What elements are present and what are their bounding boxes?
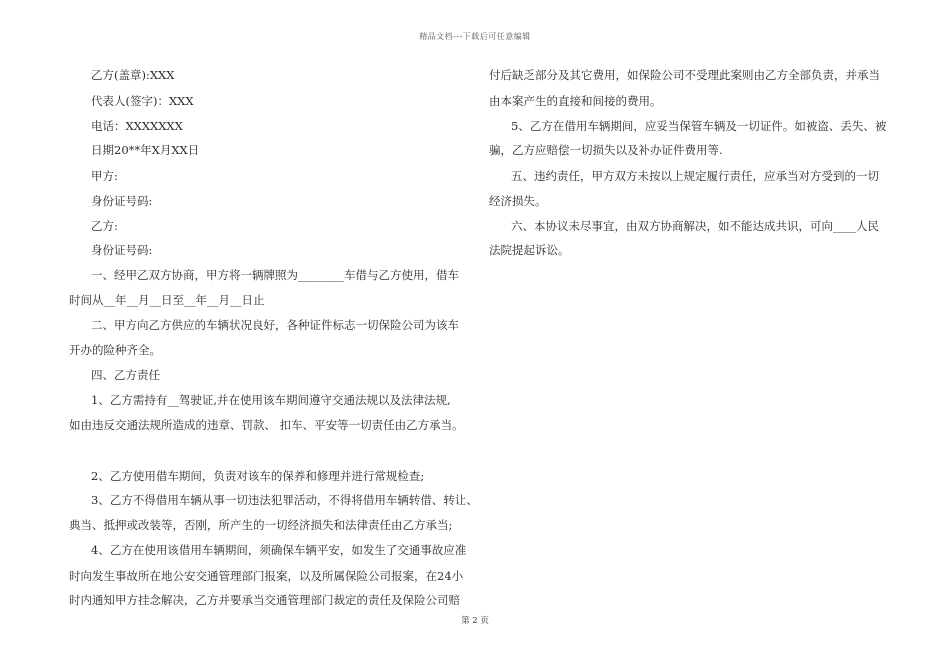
party-a-id-line: 身份证号码:	[91, 194, 153, 208]
section-5-line-2: 经济损失。	[489, 194, 547, 208]
party-b-id-line: 身份证号码:	[91, 243, 153, 257]
section-5-line-1: 五、违约责任，甲方双方未按以上规定履行责任，应承当对方受到的一切	[511, 169, 879, 183]
phone-line: 电话：XXXXXXX	[91, 119, 183, 133]
item-4-line-3: 时内通知甲方挂念解决，乙方并要承当交通管理部门裁定的责任及保险公司赔	[69, 593, 460, 607]
section-6-line-2: 法院提起诉讼。	[489, 243, 570, 257]
item-4-line-1: 4、乙方在使用该借用车辆期间，须确保车辆平安，如发生了交通事故应准	[91, 543, 467, 557]
clause-2-line-1: 二、甲方向乙方供应的车辆状况良好，各种证件标志一切保险公司为该车	[91, 318, 459, 332]
page-header: 精品文档---下载后可任意编辑	[419, 32, 531, 41]
signature-party-b: 乙方(盖章):XXX	[91, 68, 175, 82]
item-2-line: 2、乙方使用借车期间，负责对该车的保养和修理并进行常规检查;	[91, 469, 425, 483]
representative-line: 代表人(签字)：XXX	[91, 94, 194, 108]
date-line: 日期20**年X月XX日	[91, 143, 200, 157]
item-1-line-2: 如由违反交通法规所造成的违章、罚款、 扣车、平安等一切责任由乙方承当。	[69, 418, 464, 432]
section-4-heading: 四、乙方责任	[91, 368, 160, 382]
page-number: 第 2 页	[461, 616, 489, 626]
item-3-line-1: 3、乙方不得借用车辆从事一切违法犯罪活动，不得将借用车辆转借、转让、	[91, 493, 478, 507]
item-4-line-2: 时向发生事故所在地公安交通管理部门报案，以及所属保险公司报案，在24小	[69, 569, 464, 583]
item-5-line-2: 骗，乙方应赔偿一切损失以及补办证件费用等.	[489, 143, 723, 157]
section-6-line-1: 六、本协议未尽事宜，由双方协商解决，如不能达成共识，可向____人民	[511, 219, 879, 233]
party-a-line: 甲方:	[91, 169, 118, 183]
clause-1-line-1: 一、经甲乙双方协商，甲方将一辆牌照为________车借与乙方使用，借车	[91, 268, 459, 282]
item-3-line-2: 典当、抵押或改装等，否刚，所产生的一切经济损失和法律责任由乙方承当;	[69, 518, 453, 532]
clause-2-line-2: 开办的险种齐全。	[69, 343, 161, 357]
item-4-line-4: 付后缺乏部分及其它费用，如保险公司不受理此案则由乙方全部负责，并承当	[489, 68, 880, 82]
item-1-line-1: 1、乙方需持有__驾驶证,并在使用该车期间遵守交通法规以及法律法规,	[91, 393, 451, 407]
clause-1-line-2: 时间从__年__月__日至__年__月__日止	[69, 293, 265, 307]
party-b-line: 乙方:	[91, 219, 118, 233]
item-4-line-5: 由本案产生的直接和间接的费用。	[489, 94, 662, 108]
item-5-line-1: 5、乙方在借用车辆期间，应妥当保管车辆及一切证件。如被盗、丢失、被	[511, 119, 887, 133]
